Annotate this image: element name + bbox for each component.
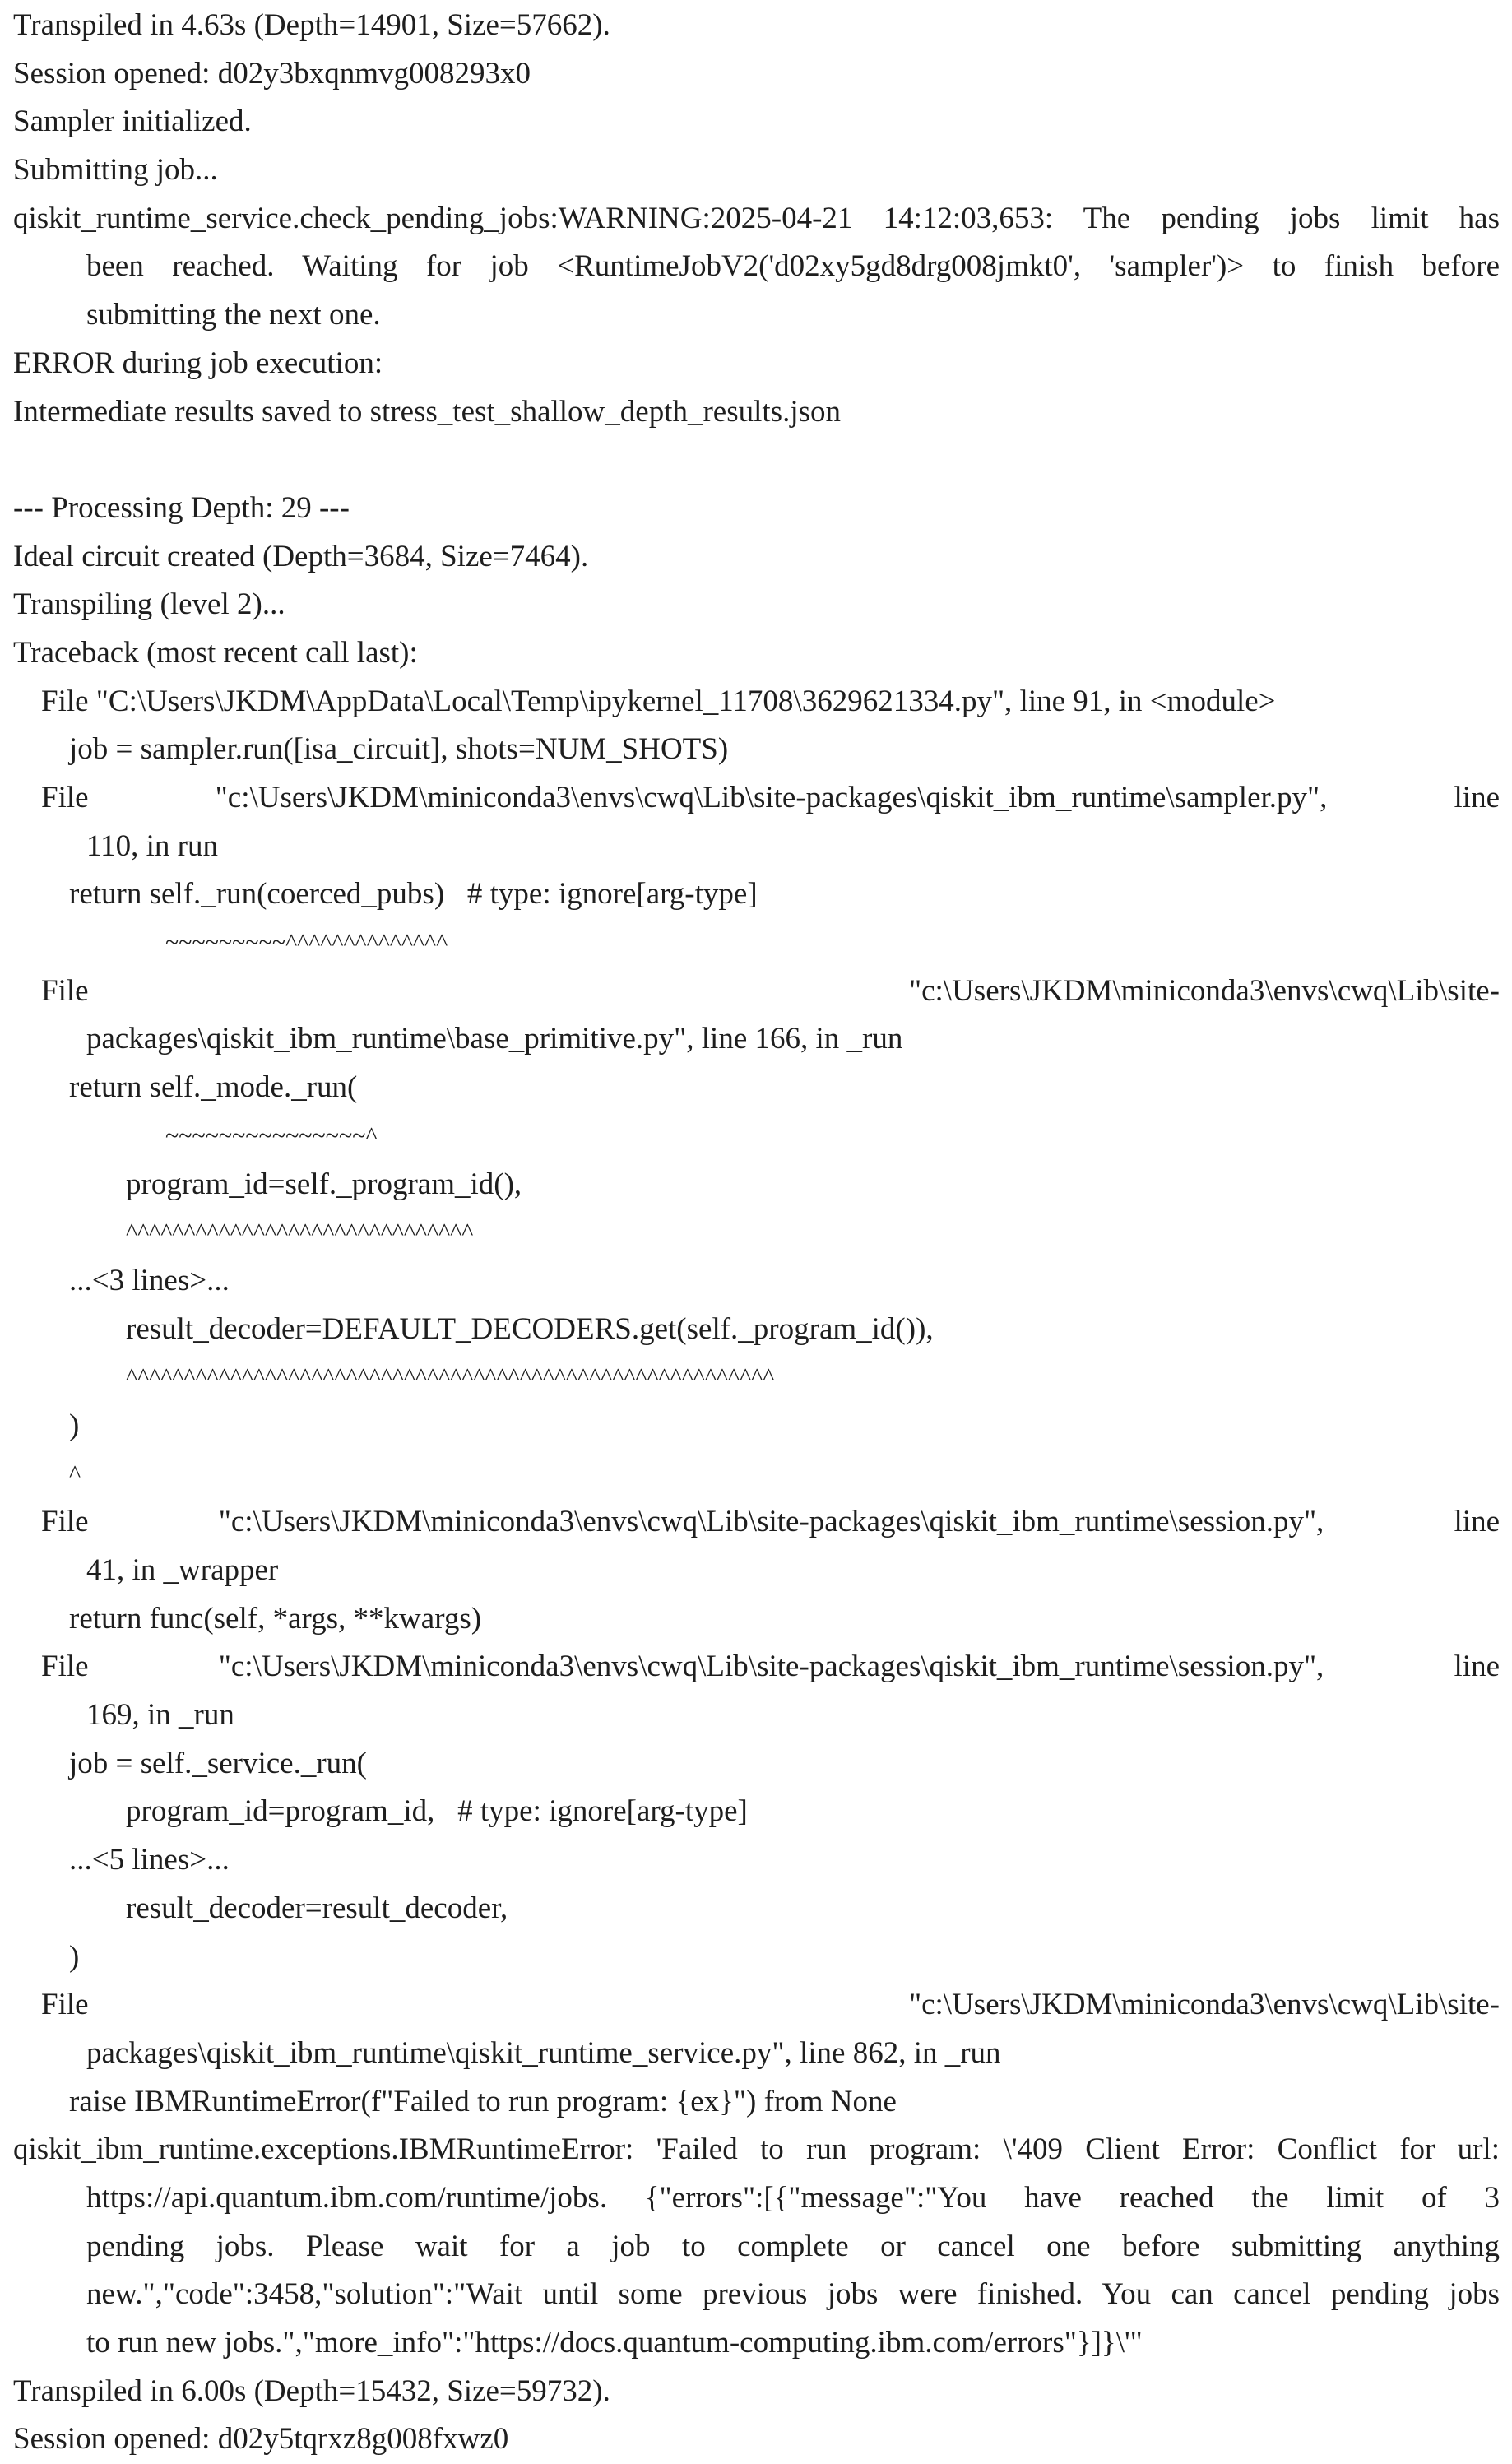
traceback-file-line: File "c:\Users\JKDM\miniconda3\envs\cwq\Lib\site- [41, 973, 1500, 1008]
exception-line: pending jobs. Please wait for a job to complete or cancel one before submitting anything [86, 2229, 1500, 2263]
traceback-code-line: result_decoder=DEFAULT_DECODERS.get(self._program_id()), [126, 1311, 934, 1346]
traceback-file-line: packages\qiskit_ibm_runtime\qiskit_runtime_service.py", line 862, in _run [86, 2035, 1001, 2070]
log-line: Intermediate results saved to stress_test_shallow_depth_results.json [13, 394, 842, 429]
traceback-code-line: ...<3 lines>... [69, 1263, 230, 1297]
warning-line: been reached. Waiting for job <RuntimeJobV2('d02xy5gd8drg008jmkt0', 'sampler')> to finish before [86, 249, 1500, 284]
traceback-code-line: return self._mode._run( [69, 1070, 358, 1105]
error-line: ERROR during job execution: [13, 346, 383, 380]
traceback-code-line: return self._run(coerced_pubs) # type: ignore[arg-type] [69, 877, 758, 912]
exception-line: qiskit_ibm_runtime.exceptions.IBMRuntimeError: 'Failed to run program: \'409 Client Error: Conflict for url: [13, 2132, 1500, 2167]
log-line: Session opened: d02y5tqrxz8g008fxwz0 [13, 2422, 509, 2457]
traceback-file-line: File "c:\Users\JKDM\miniconda3\envs\cwq\Lib\site-packages\qiskit_ibm_runtime\sampler.py", line [41, 781, 1500, 814]
traceback-marker-line: ~~~~~~~~~~~~~~~^ [165, 1121, 378, 1149]
log-line: Transpiling (level 2)... [13, 587, 285, 622]
traceback-file-line: 110, in run [86, 828, 218, 863]
traceback-code-line: ) [69, 1939, 80, 1974]
traceback-marker-line: ^^^^^^^^^^^^^^^^^^^^^^^^^^^^^^^^^^^^^^^^^^^^^^^^^^^^^^^^ [126, 1363, 775, 1391]
section-header: --- Processing Depth: 29 --- [13, 490, 350, 525]
traceback-code-line: ) [69, 1408, 80, 1442]
traceback-code-line: job = sampler.run([isa_circuit], shots=NUM_SHOTS) [69, 732, 729, 767]
blank-line [13, 436, 1500, 485]
traceback-file-line: 169, in _run [86, 1698, 234, 1733]
traceback-marker-line: ~~~~~~~~~^^^^^^^^^^^^^^ [165, 929, 448, 957]
log-line: Sampler initialized. [13, 104, 252, 139]
exception-line: new.","code":3458,"solution":"Wait until some previous jobs were finished. You can cancel pending jobs [86, 2277, 1500, 2312]
traceback-marker-line: ^ [69, 1459, 81, 1487]
traceback-header: Traceback (most recent call last): [13, 635, 418, 670]
warning-line: qiskit_runtime_service.check_pending_jobs:WARNING:2025-04-21 14:12:03,653: The pending jobs limit has [13, 201, 1500, 235]
exception-line: to run new jobs.","more_info":"https://docs.quantum-computing.ibm.com/errors"}]}\'" [86, 2326, 1143, 2360]
traceback-file-line: packages\qiskit_ibm_runtime\base_primitive.py", line 166, in _run [86, 1022, 903, 1056]
log-line: Session opened: d02y3bxqnmvg008293x0 [13, 56, 531, 90]
traceback-code-line: program_id=program_id, # type: ignore[arg-type] [126, 1794, 748, 1829]
traceback-marker-line: ^^^^^^^^^^^^^^^^^^^^^^^^^^^^^^ [126, 1218, 474, 1246]
traceback-code-line: program_id=self._program_id(), [126, 1167, 522, 1201]
traceback-code-line: ...<5 lines>... [69, 1843, 230, 1877]
traceback-file-line: File "c:\Users\JKDM\miniconda3\envs\cwq\Lib\site- [41, 1988, 1500, 2022]
traceback-code-line: result_decoder=result_decoder, [126, 1891, 508, 1925]
exception-line: https://api.quantum.ibm.com/runtime/jobs. {"errors":[{"message":"You have reached the limit of 3 [86, 2180, 1500, 2215]
traceback-code-line: raise IBMRuntimeError(f"Failed to run program: {ex}") from None [69, 2084, 897, 2118]
log-line: Submitting job... [13, 153, 218, 188]
traceback-file-line: File "C:\Users\JKDM\AppData\Local\Temp\ipykernel_11708\3629621334.py", line 91, in <module> [41, 684, 1276, 718]
traceback-code-line: job = self._service._run( [69, 1746, 367, 1780]
traceback-file-line: File "c:\Users\JKDM\miniconda3\envs\cwq\Lib\site-packages\qiskit_ibm_runtime\session.py", line [41, 1650, 1500, 1684]
log-line: Transpiled in 6.00s (Depth=15432, Size=59732). [13, 2374, 610, 2408]
log-line: Transpiled in 4.63s (Depth=14901, Size=57662). [13, 8, 610, 42]
log-line: Ideal circuit created (Depth=3684, Size=7464). [13, 539, 589, 573]
traceback-file-line: 41, in _wrapper [86, 1553, 279, 1587]
traceback-code-line: return func(self, *args, **kwargs) [69, 1601, 482, 1636]
warning-line: submitting the next one. [86, 298, 381, 332]
traceback-file-line: File "c:\Users\JKDM\miniconda3\envs\cwq\Lib\site-packages\qiskit_ibm_runtime\session.py", line [41, 1505, 1500, 1539]
